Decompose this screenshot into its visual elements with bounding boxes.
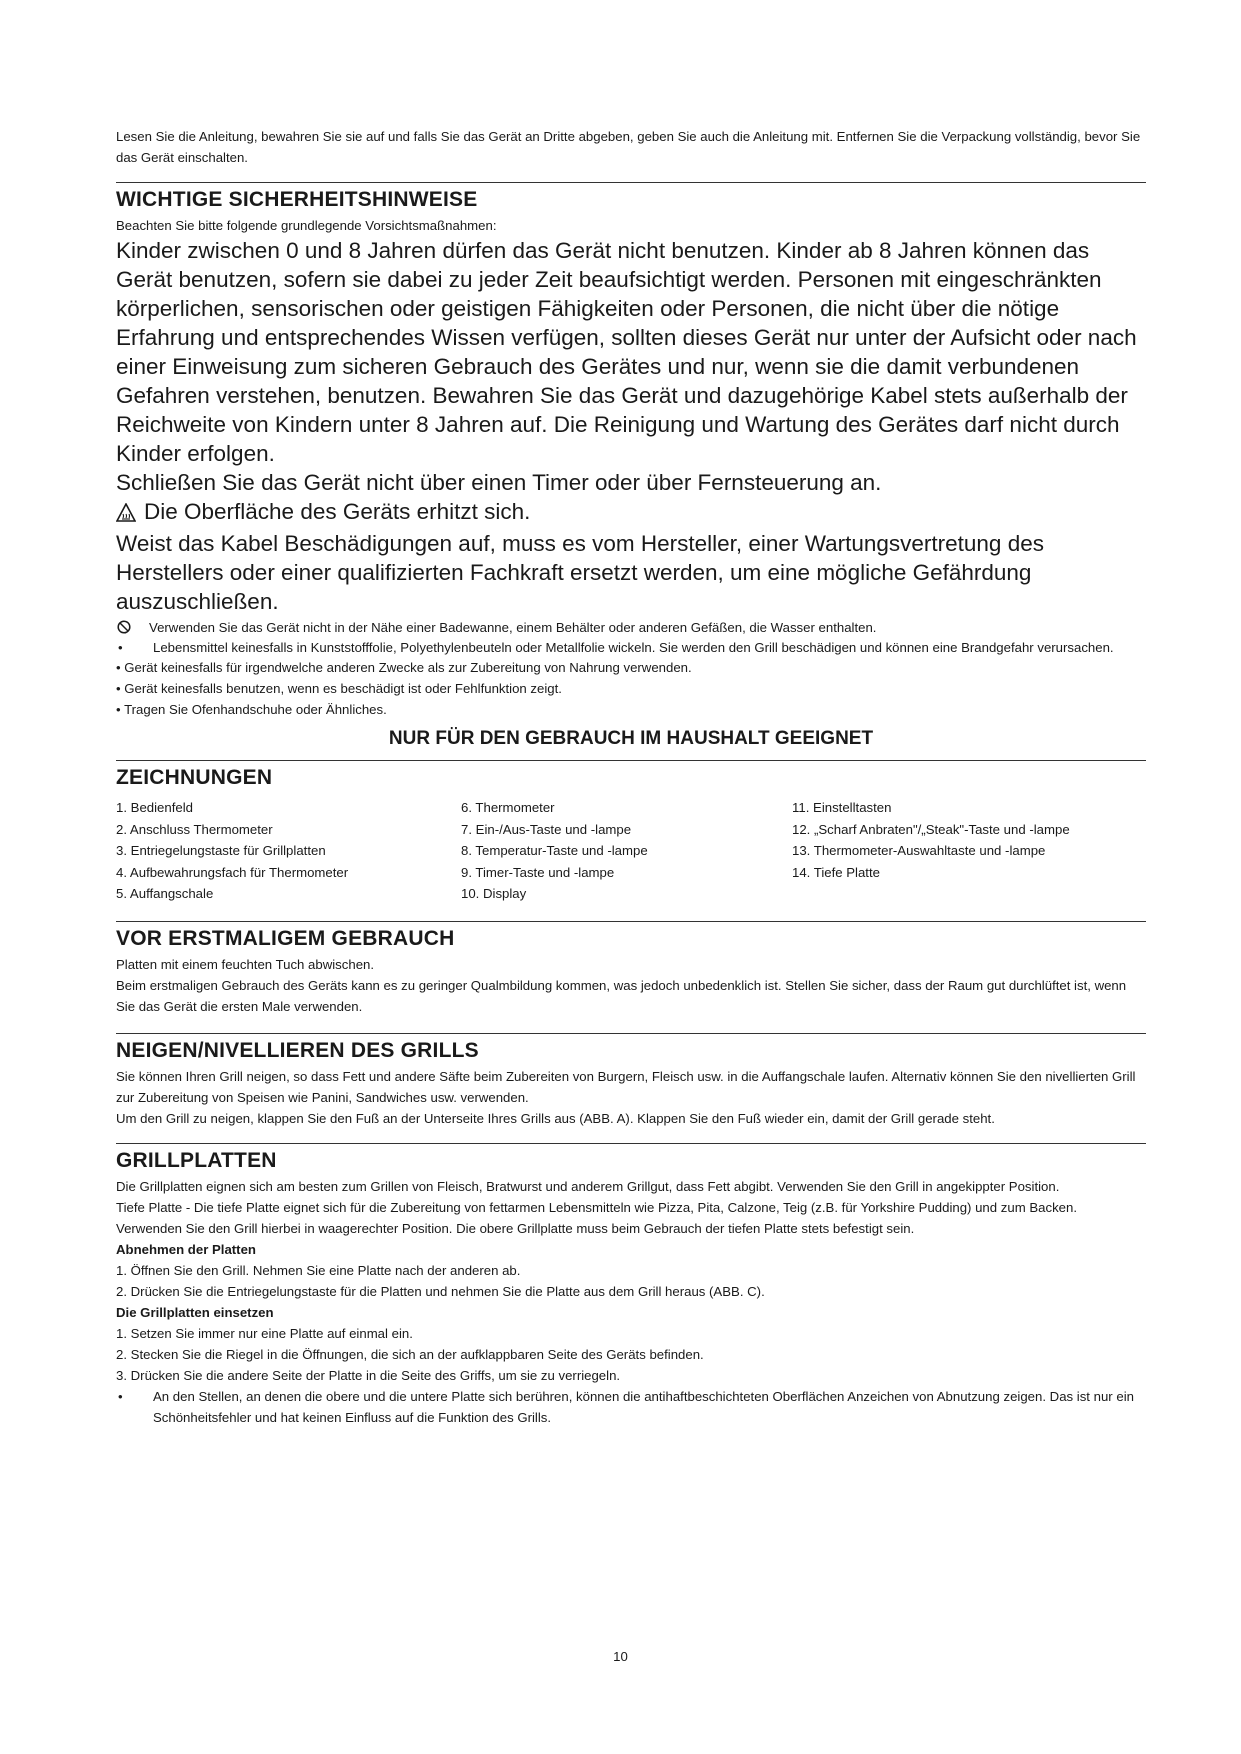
- bullet-icon: •: [116, 702, 121, 717]
- list-item: 11. Einstelltasten: [792, 800, 892, 815]
- first-use-line: Beim erstmaligen Gebrauch des Geräts kann es zu geringer Qualmbildung kommen, was jedoch unbedenklich ist. Stellen Sie sicher, dass der Raum gut durchlüftet ist, wenn Sie das Gerät die ersten Male verwenden.: [116, 977, 1127, 1014]
- list-item: 6. Thermometer: [461, 800, 555, 815]
- wear-note-bullet: [116, 1386, 1146, 1428]
- bullet-icon: •: [116, 681, 121, 696]
- tilt-line: Sie können Ihren Grill neigen, so dass Fett und andere Säfte beim Zubereiten von Burgern, Fleisch usw. in die Auffangschale laufen. Alternativ können Sie den nivellierten Grill zur Zubereitung von Speisen wie Panini, Sandwiches usw. verwenden.: [116, 1068, 1136, 1105]
- list-item: 12. „Scharf Anbraten"/„Steak"-Taste und -lampe: [792, 821, 1070, 837]
- drawings-list: [116, 797, 1146, 905]
- tilt-section: [116, 1033, 1146, 1129]
- document-page: [116, 126, 1146, 1428]
- plates-section: [116, 1143, 1146, 1428]
- food-wrap-bullet: [116, 638, 1146, 657]
- prohibition-icon: [116, 617, 149, 638]
- remove-plates-heading: Abnehmen der Platten: [116, 1241, 256, 1257]
- hot-surface-warning-icon: [116, 500, 138, 529]
- drawings-column-1: [116, 797, 461, 905]
- drawings-column-3: [792, 797, 1146, 905]
- list-item: 5. Auffangschale: [116, 886, 214, 901]
- list-item: 13. Thermometer-Auswahltaste und -lampe: [792, 843, 1046, 858]
- hot-surface-text: Die Oberfläche des Geräts erhitzt sich.: [144, 499, 531, 524]
- first-use-line: Platten mit einem feuchten Tuch abwischen.: [116, 956, 375, 972]
- prohibition-item: [116, 617, 1146, 638]
- safety-bullet-list: [116, 657, 1146, 720]
- plates-title: GRILLPLATTEN: [116, 1148, 277, 1172]
- bullet-icon: •: [116, 660, 121, 675]
- list-item: 9. Timer-Taste und -lampe: [461, 864, 615, 880]
- plates-line: Tiefe Platte - Die tiefe Platte eignet sich für die Zubereitung von fettarmen Lebensmitteln wie Pizza, Pita, Calzone, Teig (z.B. für Yorkshire Pudding) und zum Backen. Verwenden Sie den Grill hierbei in waagerechter Position. Die obere Grillplatte muss beim Gebrauch der tiefen Platte stets befestigt sein.: [116, 1199, 1077, 1236]
- insert-step: 1. Setzen Sie immer nur eine Platte auf einmal ein.: [116, 1325, 413, 1341]
- drawings-section: [116, 760, 1146, 905]
- list-item: [116, 678, 1146, 699]
- safety-timer-paragraph: Schließen Sie das Gerät nicht über einen Timer oder über Fernsteuerung an.: [116, 470, 882, 495]
- list-item: 7. Ein-/Aus-Taste und -lampe: [461, 821, 632, 837]
- list-item-text: Gerät keinesfalls für irgendwelche anderen Zwecke als zur Zubereitung von Nahrung verwenden.: [124, 660, 692, 675]
- insert-step: 3. Drücken Sie die andere Seite der Platte in die Seite des Griffs, um sie zu verriegeln.: [116, 1367, 621, 1383]
- safety-subtitle: Beachten Sie bitte folgende grundlegende Vorsichtsmaßnahmen:: [116, 218, 497, 233]
- first-use-section: [116, 921, 1146, 1017]
- safety-cable-paragraph: Weist das Kabel Beschädigungen auf, muss es vom Hersteller, einer Wartungsvertretung des Herstellers oder einer qualifizierten Fachkraft ersetzt werden, um eine mögliche Gefährdung auszuschließen.: [116, 531, 1044, 614]
- intro-text: Lesen Sie die Anleitung, bewahren Sie sie auf und falls Sie das Gerät an Dritte abgeben, geben Sie auch die Anleitung mit. Entfernen Sie die Verpackung vollständig, bevor Sie das Gerät einschalten.: [116, 129, 1141, 165]
- list-item: 2. Anschluss Thermometer: [116, 821, 273, 837]
- remove-step: 1. Öffnen Sie den Grill. Nehmen Sie eine Platte nach der anderen ab.: [116, 1262, 521, 1278]
- page-number: 10: [613, 1649, 628, 1664]
- safety-title: WICHTIGE SICHERHEITSHINWEISE: [116, 188, 478, 211]
- list-item: 10. Display: [461, 886, 527, 901]
- list-item: 3. Entriegelungstaste für Grillplatten: [116, 843, 326, 858]
- safety-hot-surface: [116, 497, 1146, 529]
- household-notice: NUR FÜR DEN GEBRAUCH IM HAUSHALT GEEIGNET: [388, 728, 874, 749]
- list-item-text: Gerät keinesfalls benutzen, wenn es beschädigt ist oder Fehlfunktion zeigt.: [124, 681, 562, 696]
- list-item: 4. Aufbewahrungsfach für Thermometer: [116, 864, 349, 880]
- list-item: 1. Bedienfeld: [116, 800, 193, 815]
- plates-line: Die Grillplatten eignen sich am besten zum Grillen von Fleisch, Bratwurst und anderem Grillgut, dass Fett abgibt. Verwenden Sie den Grill in angekippter Position.: [116, 1178, 1060, 1194]
- bullet-icon: •: [118, 640, 123, 655]
- prohibition-text: Verwenden Sie das Gerät nicht in der Nähe einer Badewanne, einem Behälter oder anderen Gefäßen, die Wasser enthalten.: [149, 620, 877, 635]
- tilt-line: Um den Grill zu neigen, klappen Sie den Fuß an der Unterseite Ihres Grills aus (ABB. A). Klappen Sie den Fuß wieder ein, damit der Grill gerade steht.: [116, 1110, 995, 1126]
- bullet-icon: •: [118, 1388, 123, 1404]
- first-use-title: VOR ERSTMALIGEM GEBRAUCH: [116, 926, 455, 950]
- list-item: [116, 699, 1146, 720]
- drawings-column-2: [461, 797, 792, 905]
- remove-step: 2. Drücken Sie die Entriegelungstaste für die Platten und nehmen Sie die Platte aus dem Grill heraus (ABB. C).: [116, 1283, 765, 1299]
- list-item: 14. Tiefe Platte: [792, 864, 880, 880]
- insert-plates-heading: Die Grillplatten einsetzen: [116, 1304, 274, 1320]
- drawings-title: ZEICHNUNGEN: [116, 766, 273, 789]
- wear-note-text: An den Stellen, an denen die obere und die untere Platte sich berühren, können die antihaftbeschichteten Oberflächen Anzeichen von Abnutzung zeigen. Das ist nur ein Schönheitsfehler und hat keinen Einfluss auf die Funktion des Grills.: [153, 1388, 1134, 1425]
- safety-section: [116, 182, 1146, 754]
- insert-step: 2. Stecken Sie die Riegel in die Öffnungen, die sich an der aufklappbaren Seite des Geräts befinden.: [116, 1346, 704, 1362]
- list-item: [116, 657, 1146, 678]
- tilt-title: NEIGEN/NIVELLIEREN DES GRILLS: [116, 1038, 479, 1062]
- list-item: 8. Temperatur-Taste und -lampe: [461, 843, 648, 858]
- safety-children-paragraph: Kinder zwischen 0 und 8 Jahren dürfen das Gerät nicht benutzen. Kinder ab 8 Jahren können das Gerät benutzen, sofern sie dabei zu jeder Zeit beaufsichtigt werden. Personen mit eingeschränkten körperlichen, sensorischen oder geistigen Fähigkeiten oder Personen, die nicht über die nötige Erfahrung und entsprechendes Wissen verfügen, sollten dieses Gerät nur unter der Aufsicht oder nach einer Einweisung zum sicheren Gebrauch des Gerätes und nur, wenn sie die damit verbundenen Gefahren verstehen, benutzen. Bewahren Sie das Gerät und dazugehörige Kabel stets außerhalb der Reichweite von Kindern unter 8 Jahren auf. Die Reinigung und Wartung des Gerätes darf nicht durch Kinder erfolgen.: [116, 238, 1137, 466]
- food-wrap-text: Lebensmittel keinesfalls in Kunststofffolie, Polyethylenbeuteln oder Metallfolie wickeln. Sie werden den Grill beschädigen und können eine Brandgefahr verursachen.: [153, 640, 1114, 655]
- list-item-text: Tragen Sie Ofenhandschuhe oder Ähnliches.: [124, 702, 387, 717]
